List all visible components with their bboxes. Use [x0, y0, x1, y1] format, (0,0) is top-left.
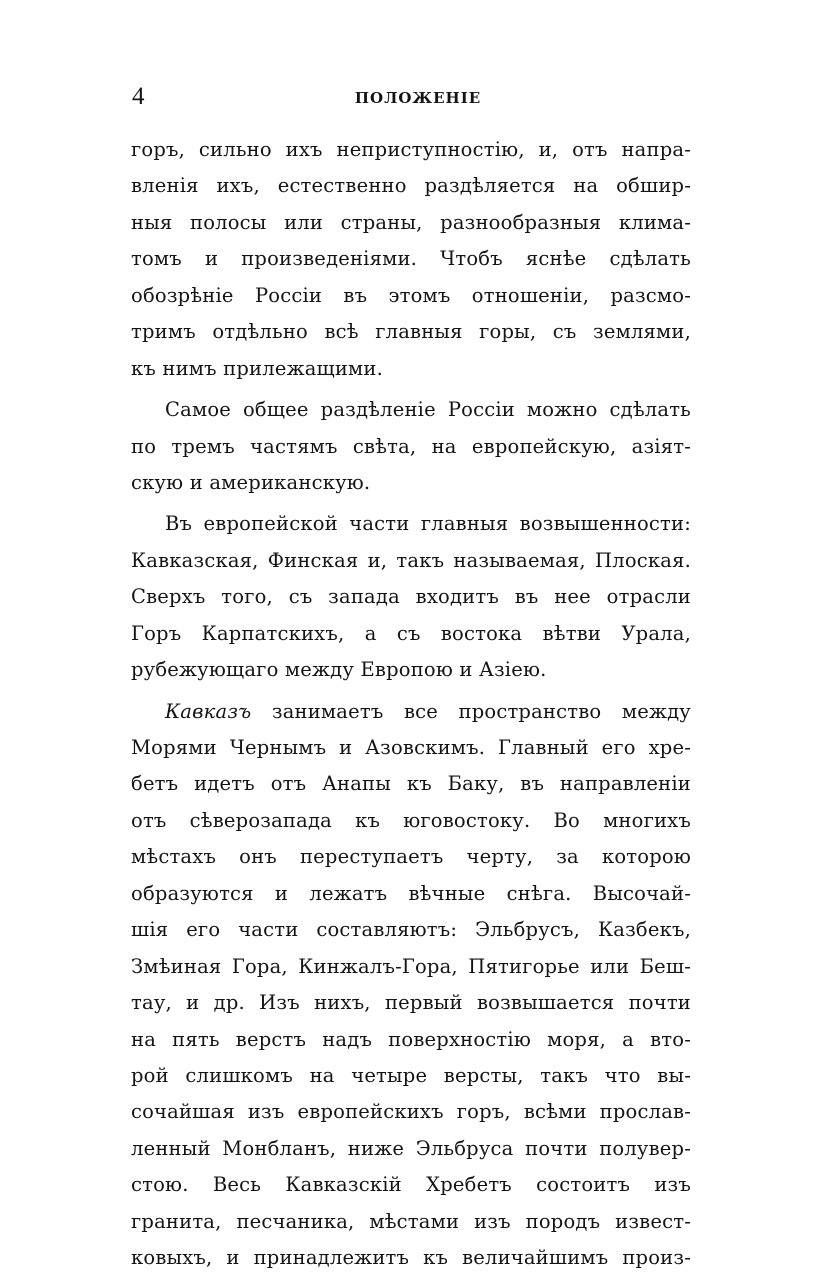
- text-line: гранита, песчаника, мѣстами изъ породъ извест-: [131, 1209, 691, 1233]
- text-line: скую и американскую.: [131, 470, 371, 494]
- text-line: горъ, сильно ихъ неприступностію, и, отъ напра-: [131, 138, 691, 161]
- text-line: ленный Монбланъ, ниже Эльбруса почти полувер-: [131, 1136, 691, 1160]
- text-line: мѣстахъ онъ переступаетъ черту, за которою: [131, 845, 691, 869]
- text-line: Кавказская, Финская и, такъ называемая, Плоская.: [131, 548, 691, 572]
- text-line: шія его части составляютъ: Эльбрусъ, Казбекъ,: [131, 918, 691, 942]
- text-line: къ нимъ прилежащими.: [131, 356, 384, 380]
- text-line: [131, 694, 691, 730]
- paragraph-4: [131, 694, 691, 1277]
- text-line: сочайшая изъ европейскихъ горъ, всѣми прослав-: [131, 1100, 691, 1124]
- text-line: на пять верстъ надъ поверхностію моря, а вто-: [131, 1027, 691, 1051]
- text-line: Горъ Карпатскихъ, а съ востока вѣтви Урала,: [131, 621, 691, 645]
- text-line: по тремъ частямъ свѣта, на европейскую, азіят-: [131, 434, 691, 458]
- running-title: ПОЛОЖЕНІЕ: [354, 89, 482, 107]
- paragraph-1: [131, 132, 691, 387]
- page-body: [131, 132, 691, 1277]
- text-line: тримъ отдѣльно всѣ главныя горы, съ землями,: [131, 320, 691, 344]
- page-number: 4: [132, 83, 145, 110]
- line-rest: занимаетъ все пространство между: [251, 699, 691, 723]
- italic-term: Кавказъ: [165, 699, 252, 723]
- text-line: ковыхъ, и принадлежитъ къ величайшимъ произ-: [131, 1246, 691, 1270]
- text-line: Самое общее раздѣленіе Россіи можно сдѣлать: [165, 398, 691, 422]
- text-line: отъ сѣверозапада къ юговостоку. Во многихъ: [131, 808, 691, 832]
- page-header: [130, 82, 690, 118]
- text-line: ныя полосы или страны, разнообразныя клима-: [131, 210, 691, 234]
- paragraph-2: [131, 392, 691, 501]
- text-line: стою. Весь Кавказскій Хребетъ состоитъ изъ: [131, 1173, 691, 1197]
- text-line: вленія ихъ, естественно раздѣляется на обшир-: [131, 174, 691, 198]
- text-line: рой слишкомъ на четыре версты, такъ что вы-: [131, 1063, 691, 1087]
- text-line: Змѣиная Гора, Кинжалъ-Гора, Пятигорье или Беш-: [131, 954, 691, 978]
- text-line: обозрѣніе Россіи въ этомъ отношеніи, разсмо-: [131, 283, 691, 307]
- text-line: Въ европейской части главныя возвышенности:: [165, 512, 691, 536]
- paragraph-3: [131, 506, 691, 688]
- text-line: тау, и др. Изъ нихъ, первый возвышается почти: [131, 991, 691, 1015]
- text-line: Сверхъ того, съ запада входитъ въ нее отрасли: [131, 585, 691, 609]
- text-line: рубежующаго между Европою и Азіею.: [131, 658, 547, 682]
- text-line: томъ и произведеніями. Чтобъ яснѣе сдѣлать: [131, 247, 691, 271]
- text-line: образуются и лежатъ вѣчные снѣга. Высочай-: [131, 881, 691, 905]
- text-line: Морями Чернымъ и Азовскимъ. Главный его хре-: [131, 736, 691, 759]
- text-line: бетъ идетъ отъ Анапы къ Баку, въ направленіи: [131, 772, 691, 796]
